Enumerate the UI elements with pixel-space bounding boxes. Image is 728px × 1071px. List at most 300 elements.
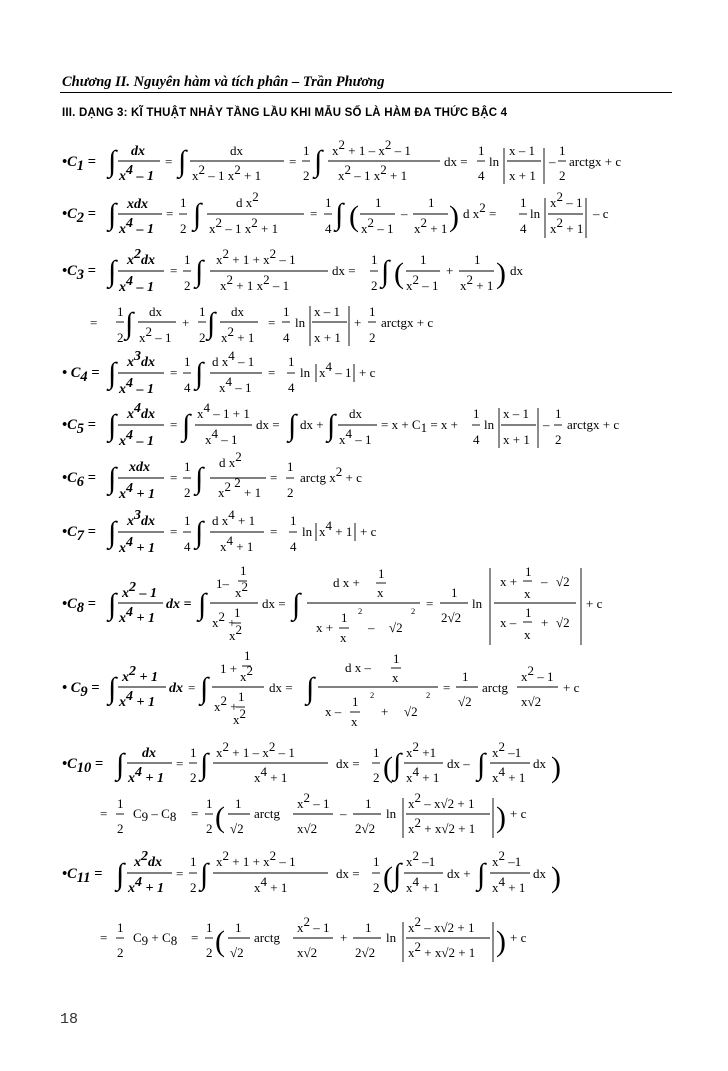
svg-text:1: 1 [525, 564, 532, 579]
svg-text:1: 1 [283, 304, 290, 319]
svg-text:x2 – 1: x2 – 1 [297, 790, 330, 811]
svg-text:+ c: + c [586, 596, 603, 611]
svg-text:=: = [176, 866, 184, 881]
svg-text:x –: x – [325, 704, 342, 719]
svg-text:x2 –1: x2 –1 [492, 848, 522, 869]
svg-text:1: 1 [206, 796, 213, 811]
svg-text:x2 +: x2 + [214, 693, 238, 714]
svg-text:x2 + 1: x2 + 1 [414, 215, 448, 236]
svg-text:x4 + 1: x4 + 1 [406, 764, 440, 785]
svg-text:dx =: dx = [166, 597, 192, 612]
svg-text:x2 + x√2 + 1: x2 + x√2 + 1 [408, 815, 476, 836]
svg-text:∫: ∫ [108, 516, 117, 549]
formula-c5 [62, 400, 619, 449]
svg-text:2: 2 [287, 485, 294, 500]
svg-text:): ) [496, 257, 506, 290]
svg-text:+ c: + c [563, 680, 580, 695]
svg-text:x2: x2 [240, 663, 253, 684]
svg-text:1: 1 [117, 304, 124, 319]
svg-text:x2 –1: x2 –1 [406, 848, 436, 869]
svg-text:x2 – 1: x2 – 1 [297, 914, 330, 935]
svg-text:1: 1 [184, 354, 191, 369]
svg-text:x2 + 1: x2 + 1 [122, 664, 158, 685]
svg-text:2: 2 [303, 168, 310, 183]
svg-text:x√2: x√2 [521, 694, 542, 709]
svg-text:1: 1 [184, 252, 191, 267]
svg-text:(: ( [383, 751, 393, 784]
formula-c2 [62, 189, 609, 238]
svg-text:x2 + 1 + x2 – 1: x2 + 1 + x2 – 1 [216, 246, 296, 267]
svg-text:x4 + 1: x4 + 1 [492, 874, 526, 895]
svg-text:=: = [176, 756, 184, 771]
svg-text:x4 – 1: x4 – 1 [119, 216, 154, 237]
svg-text:2: 2 [373, 770, 380, 785]
svg-text:2: 2 [555, 432, 562, 447]
svg-text:1: 1 [184, 459, 191, 474]
svg-text:+: + [541, 615, 549, 630]
svg-text:1: 1 [235, 920, 242, 935]
svg-text:∫: ∫ [477, 748, 486, 781]
svg-text:+ c: + c [359, 365, 376, 380]
svg-text:arctg: arctg [254, 806, 280, 821]
svg-text:x2dx: x2dx [134, 849, 162, 870]
svg-text:∫: ∫ [195, 516, 204, 549]
svg-text:1: 1 [206, 920, 213, 935]
svg-text:= x + C1 = x +: = x + C1 = x + [381, 417, 459, 435]
svg-text:=: = [289, 154, 297, 169]
svg-text:dx: dx [169, 681, 183, 696]
svg-text:2√2: 2√2 [355, 945, 376, 960]
svg-text:dx =: dx = [336, 866, 360, 881]
svg-text:∫: ∫ [306, 672, 315, 705]
svg-text:2: 2 [117, 945, 124, 960]
formula-c3 [62, 246, 524, 346]
svg-text:∫: ∫ [178, 145, 187, 178]
svg-text:=: = [268, 365, 276, 380]
svg-text:2: 2 [206, 945, 213, 960]
formula-c10 [62, 739, 561, 838]
svg-text:•C2 =: •C2 = [62, 206, 96, 226]
svg-text:x4 – 1: x4 – 1 [119, 428, 154, 449]
svg-text:dx =: dx = [262, 596, 286, 611]
svg-text:x2 – 1 x2 + 1: x2 – 1 x2 + 1 [192, 162, 262, 183]
svg-text:4: 4 [325, 221, 332, 236]
svg-text:1: 1 [373, 854, 380, 869]
svg-text:x4 + 1: x4 + 1 [119, 689, 155, 710]
svg-text:1: 1 [199, 304, 206, 319]
svg-text:dx: dx [533, 756, 546, 771]
svg-text:+: + [340, 930, 348, 945]
svg-text:(: ( [394, 257, 404, 290]
svg-text:ln: ln [530, 206, 541, 221]
svg-text:x2 + x√2 + 1: x2 + x√2 + 1 [408, 939, 476, 960]
svg-text:x + 1: x + 1 [503, 432, 530, 447]
svg-text:arctgx + c: arctgx + c [569, 154, 622, 169]
svg-text:1: 1 [240, 563, 247, 578]
svg-text:√2: √2 [404, 704, 418, 719]
section-title: III. DẠNG 3: KĨ THUẬT NHẢY TẦNG LẦU KHI MẪU SỐ LÀ HÀM ĐA THỨC BẬC 4 [62, 107, 508, 119]
svg-text:d x4 – 1: d x4 – 1 [212, 348, 255, 369]
svg-text:4: 4 [520, 221, 527, 236]
svg-text:∫: ∫ [327, 409, 336, 442]
svg-text:): ) [496, 801, 506, 834]
svg-text:2: 2 [358, 606, 363, 616]
svg-text:∫: ∫ [393, 748, 402, 781]
svg-text:1: 1 [244, 648, 251, 663]
svg-text:1: 1 [325, 195, 332, 210]
svg-text:1: 1 [190, 745, 197, 760]
svg-text:ln: ln [386, 806, 397, 821]
svg-text:∫: ∫ [125, 307, 134, 340]
svg-text:1: 1 [288, 354, 295, 369]
svg-text:4: 4 [473, 432, 480, 447]
svg-text:=: = [443, 680, 451, 695]
svg-text:x2 – x√2 + 1: x2 – x√2 + 1 [408, 914, 475, 935]
svg-text:2: 2 [206, 821, 213, 836]
svg-text:1: 1 [290, 513, 297, 528]
svg-text:–: – [549, 154, 556, 169]
svg-text:2: 2 [371, 278, 378, 293]
svg-text:x4 – 1: x4 – 1 [205, 426, 238, 447]
svg-text:∫: ∫ [292, 588, 301, 621]
svg-text:d x +: d x + [333, 575, 360, 590]
svg-text:x2 +: x2 + [212, 609, 236, 630]
svg-text:x4 + 1: x4 + 1 [319, 518, 353, 539]
svg-text:=: = [166, 206, 174, 221]
formula-c9 [62, 648, 580, 729]
svg-text:=: = [191, 930, 199, 945]
svg-text:4: 4 [283, 330, 290, 345]
svg-text:x – 1: x – 1 [314, 304, 340, 319]
svg-text:=: = [268, 315, 276, 330]
svg-text:1: 1 [478, 143, 485, 158]
svg-text:x +: x + [316, 620, 334, 635]
svg-text:x4 + 1: x4 + 1 [254, 874, 288, 895]
svg-text:arctgx + c: arctgx + c [381, 315, 434, 330]
svg-text:x: x [524, 627, 531, 642]
svg-text:√2: √2 [556, 615, 570, 630]
svg-text:∫: ∫ [108, 255, 117, 288]
svg-text:x4dx: x4dx [127, 401, 155, 422]
svg-text:x2 + 1 x2 – 1: x2 + 1 x2 – 1 [220, 272, 290, 293]
svg-text:•C1 =: •C1 = [62, 154, 96, 174]
svg-text:∫: ∫ [314, 145, 323, 178]
svg-text:=: = [270, 524, 278, 539]
svg-text:): ) [551, 861, 561, 894]
svg-text:1: 1 [420, 252, 427, 267]
svg-text:2: 2 [199, 330, 206, 345]
svg-text:x: x [377, 585, 384, 600]
svg-text:dx: dx [142, 746, 156, 761]
svg-text:C9 + C8: C9 + C8 [133, 930, 178, 948]
svg-text:2: 2 [369, 330, 376, 345]
svg-text:x√2: x√2 [297, 821, 318, 836]
svg-text:ln: ln [302, 524, 313, 539]
svg-text:x2 – x√2 + 1: x2 – x√2 + 1 [408, 790, 475, 811]
svg-text:∫: ∫ [393, 858, 402, 891]
svg-text:x2 – 1: x2 – 1 [521, 663, 554, 684]
svg-text:∫: ∫ [288, 409, 297, 442]
svg-text:(: ( [215, 801, 225, 834]
svg-text:arctg: arctg [482, 680, 508, 695]
svg-text:): ) [496, 925, 506, 958]
svg-text:x –: x – [500, 615, 517, 630]
svg-text:2: 2 [411, 606, 416, 616]
svg-text:2: 2 [370, 690, 375, 700]
svg-text:1: 1 [117, 796, 124, 811]
svg-text:dx –: dx – [447, 756, 470, 771]
svg-text:•C8 =: •C8 = [62, 596, 96, 616]
svg-text:1: 1 [378, 566, 385, 581]
svg-text:x4 – 1: x4 – 1 [119, 163, 154, 184]
svg-text:1: 1 [428, 195, 435, 210]
svg-text:√2: √2 [230, 945, 244, 960]
formula-c8 [62, 563, 603, 645]
svg-text:dx: dx [149, 304, 162, 319]
svg-text:x + 1: x + 1 [314, 330, 341, 345]
svg-text:x√2: x√2 [297, 945, 318, 960]
svg-text:4: 4 [478, 168, 485, 183]
svg-text:1: 1 [117, 920, 124, 935]
svg-text:=: = [170, 470, 178, 485]
svg-text:): ) [449, 200, 459, 233]
svg-text:x2 + 1 – x2 – 1: x2 + 1 – x2 – 1 [216, 739, 295, 760]
svg-text:∫: ∫ [195, 255, 204, 288]
svg-text:1: 1 [303, 143, 310, 158]
svg-text:x2 – 1 x2 + 1: x2 – 1 x2 + 1 [209, 215, 279, 236]
svg-text:√2: √2 [389, 620, 403, 635]
svg-text:4: 4 [184, 380, 191, 395]
svg-text:1: 1 [238, 689, 245, 704]
svg-text:1: 1 [473, 406, 480, 421]
svg-text:x2 – 1 x2 + 1: x2 – 1 x2 + 1 [338, 162, 408, 183]
svg-text:∫: ∫ [108, 462, 117, 495]
svg-text:x2 2 + 1: x2 2 + 1 [218, 475, 262, 500]
svg-text:ln: ln [295, 315, 306, 330]
svg-text:x4 – 1: x4 – 1 [339, 426, 372, 447]
svg-text:dx =: dx = [269, 680, 293, 695]
svg-text:ln: ln [484, 417, 495, 432]
svg-text:–: – [340, 806, 347, 821]
svg-text:√2: √2 [458, 694, 472, 709]
svg-text:–: – [401, 206, 408, 221]
svg-text:∫: ∫ [108, 588, 117, 621]
svg-text:x4 – 1: x4 – 1 [319, 359, 352, 380]
svg-text:1: 1 [365, 920, 372, 935]
svg-text:x: x [340, 630, 347, 645]
svg-text:dx: dx [231, 304, 244, 319]
svg-text:1: 1 [520, 195, 527, 210]
svg-text:x2 – 1: x2 – 1 [122, 580, 157, 601]
svg-text:=: = [90, 315, 98, 330]
formula-c1 [62, 137, 621, 184]
svg-text:2: 2 [117, 821, 124, 836]
svg-text:+ c: + c [510, 930, 527, 945]
svg-text:ln: ln [386, 930, 397, 945]
svg-text:2: 2 [184, 278, 191, 293]
svg-text:∫: ∫ [198, 588, 207, 621]
svg-text:(: ( [349, 200, 359, 233]
svg-text:dx: dx [533, 866, 546, 881]
svg-text:x2 + 1: x2 + 1 [460, 272, 494, 293]
svg-text:1: 1 [341, 610, 348, 625]
svg-text:4: 4 [184, 539, 191, 554]
svg-text:x2 – 1: x2 – 1 [361, 215, 394, 236]
svg-text:– c: – c [593, 206, 609, 221]
svg-text:1: 1 [234, 605, 241, 620]
svg-text:x2 – 1: x2 – 1 [550, 189, 583, 210]
svg-text:x4 + 1: x4 + 1 [406, 874, 440, 895]
svg-text:x4 – 1: x4 – 1 [119, 274, 154, 295]
svg-text:x4 + 1: x4 + 1 [119, 605, 155, 626]
svg-text:•C7 =: •C7 = [62, 524, 96, 544]
svg-text:x4 + 1: x4 + 1 [254, 764, 288, 785]
svg-text:dx: dx [230, 143, 243, 158]
svg-text:∫: ∫ [108, 198, 117, 231]
svg-text:•C5 =: •C5 = [62, 417, 96, 437]
svg-text:x4 + 1: x4 + 1 [128, 875, 164, 896]
svg-text:–: – [368, 620, 375, 635]
svg-text:2: 2 [559, 168, 566, 183]
svg-text:+: + [381, 704, 389, 719]
svg-text:x: x [351, 714, 358, 729]
svg-text:=: = [100, 806, 108, 821]
svg-text:dx =: dx = [256, 417, 280, 432]
svg-text:x2: x2 [229, 622, 242, 643]
svg-text:1 +: 1 + [220, 661, 238, 676]
svg-text:1: 1 [393, 651, 400, 666]
svg-text:1: 1 [287, 459, 294, 474]
svg-text:+: + [354, 315, 362, 330]
svg-text:1: 1 [375, 195, 382, 210]
svg-text:1: 1 [373, 745, 380, 760]
svg-text:• C9 =: • C9 = [62, 680, 100, 700]
svg-text:x: x [392, 670, 399, 685]
svg-text:dx: dx [349, 406, 362, 421]
svg-text:2√2: 2√2 [441, 610, 462, 625]
svg-text:=: = [170, 417, 178, 432]
svg-text:arctgx + c: arctgx + c [567, 417, 620, 432]
svg-text:=: = [100, 930, 108, 945]
svg-text:x2 + 1: x2 + 1 [550, 215, 584, 236]
svg-text:∫: ∫ [108, 672, 117, 705]
svg-text:x2 – 1: x2 – 1 [406, 272, 439, 293]
svg-text:(: ( [383, 861, 393, 894]
svg-text:∫: ∫ [200, 672, 209, 705]
svg-text:x2 – 1: x2 – 1 [139, 324, 172, 345]
svg-text:+: + [182, 315, 190, 330]
svg-text:=: = [170, 263, 178, 278]
svg-text:d x2: d x2 [236, 189, 259, 210]
svg-text:x4 + 1: x4 + 1 [119, 481, 155, 502]
svg-text:•C3 =: •C3 = [62, 263, 96, 283]
svg-text:2: 2 [184, 485, 191, 500]
svg-text:dx =: dx = [332, 263, 356, 278]
svg-text:∫: ∫ [335, 198, 344, 231]
svg-text:√2: √2 [230, 821, 244, 836]
svg-text:∫: ∫ [195, 357, 204, 390]
svg-text:+ c: + c [360, 524, 377, 539]
svg-text:1: 1 [371, 252, 378, 267]
svg-text:1: 1 [369, 304, 376, 319]
svg-text:=: = [270, 470, 278, 485]
svg-text:x4 – 1: x4 – 1 [119, 376, 154, 397]
svg-text:∫: ∫ [200, 748, 209, 781]
formula-c4 [62, 348, 376, 397]
svg-text:∫: ∫ [182, 409, 191, 442]
svg-text:∫: ∫ [195, 462, 204, 495]
svg-text:∫: ∫ [207, 307, 216, 340]
svg-text:4: 4 [290, 539, 297, 554]
svg-text:∫: ∫ [193, 198, 202, 231]
svg-text:∫: ∫ [108, 357, 117, 390]
svg-text:x2dx: x2dx [127, 247, 155, 268]
svg-text:x4 + 1: x4 + 1 [119, 535, 155, 556]
svg-text:=: = [165, 154, 173, 169]
svg-text:2: 2 [117, 330, 124, 345]
svg-text:=: = [191, 806, 199, 821]
svg-text:d x2 =: d x2 = [463, 200, 497, 221]
svg-text:∫: ∫ [116, 858, 125, 891]
svg-text:1: 1 [474, 252, 481, 267]
svg-text:arctg x2 + c: arctg x2 + c [300, 464, 362, 485]
svg-text:xdx: xdx [127, 197, 148, 212]
svg-text:1: 1 [352, 694, 359, 709]
svg-text:∫: ∫ [200, 858, 209, 891]
svg-text:x2 + 1 + x2 – 1: x2 + 1 + x2 – 1 [216, 848, 296, 869]
svg-text:): ) [551, 751, 561, 784]
formula-c7 [62, 507, 377, 556]
svg-text:∫: ∫ [108, 145, 117, 178]
svg-text:x3dx: x3dx [127, 508, 155, 529]
svg-text:x4 – 1: x4 – 1 [219, 374, 252, 395]
svg-text:dx: dx [510, 263, 523, 278]
svg-text:x – 1: x – 1 [509, 143, 535, 158]
svg-text:x2 + 1 – x2 – 1: x2 + 1 – x2 – 1 [332, 137, 411, 158]
svg-text:x +: x + [500, 574, 518, 589]
svg-text:•C10 =: •C10 = [62, 756, 104, 776]
svg-text:1: 1 [190, 854, 197, 869]
svg-text:–: – [543, 417, 550, 432]
svg-text:1: 1 [555, 406, 562, 421]
svg-text:x – 1: x – 1 [503, 406, 529, 421]
svg-text:•C11 =: •C11 = [62, 866, 103, 886]
svg-text:2: 2 [190, 770, 197, 785]
svg-text:1: 1 [525, 605, 532, 620]
svg-text:• C4 =: • C4 = [62, 365, 100, 385]
svg-text:2: 2 [373, 880, 380, 895]
formula-c6 [62, 449, 362, 502]
svg-text:1: 1 [559, 143, 566, 158]
svg-text:=: = [426, 596, 434, 611]
svg-text:x4 + 1: x4 + 1 [220, 533, 254, 554]
svg-text:x4 + 1: x4 + 1 [492, 764, 526, 785]
formula-c11 [62, 848, 561, 962]
svg-text:√2: √2 [556, 574, 570, 589]
svg-text:dx: dx [131, 144, 145, 159]
svg-text:∫: ∫ [116, 748, 125, 781]
svg-text:2: 2 [180, 221, 187, 236]
svg-text:=: = [170, 365, 178, 380]
svg-text:x2: x2 [235, 579, 248, 600]
svg-text:2: 2 [190, 880, 197, 895]
svg-text:1: 1 [462, 669, 469, 684]
svg-text:xdx: xdx [129, 460, 150, 475]
svg-text:+: + [446, 263, 454, 278]
svg-text:1: 1 [451, 585, 458, 600]
svg-text:ln: ln [489, 154, 500, 169]
svg-text:x + 1: x + 1 [509, 168, 536, 183]
